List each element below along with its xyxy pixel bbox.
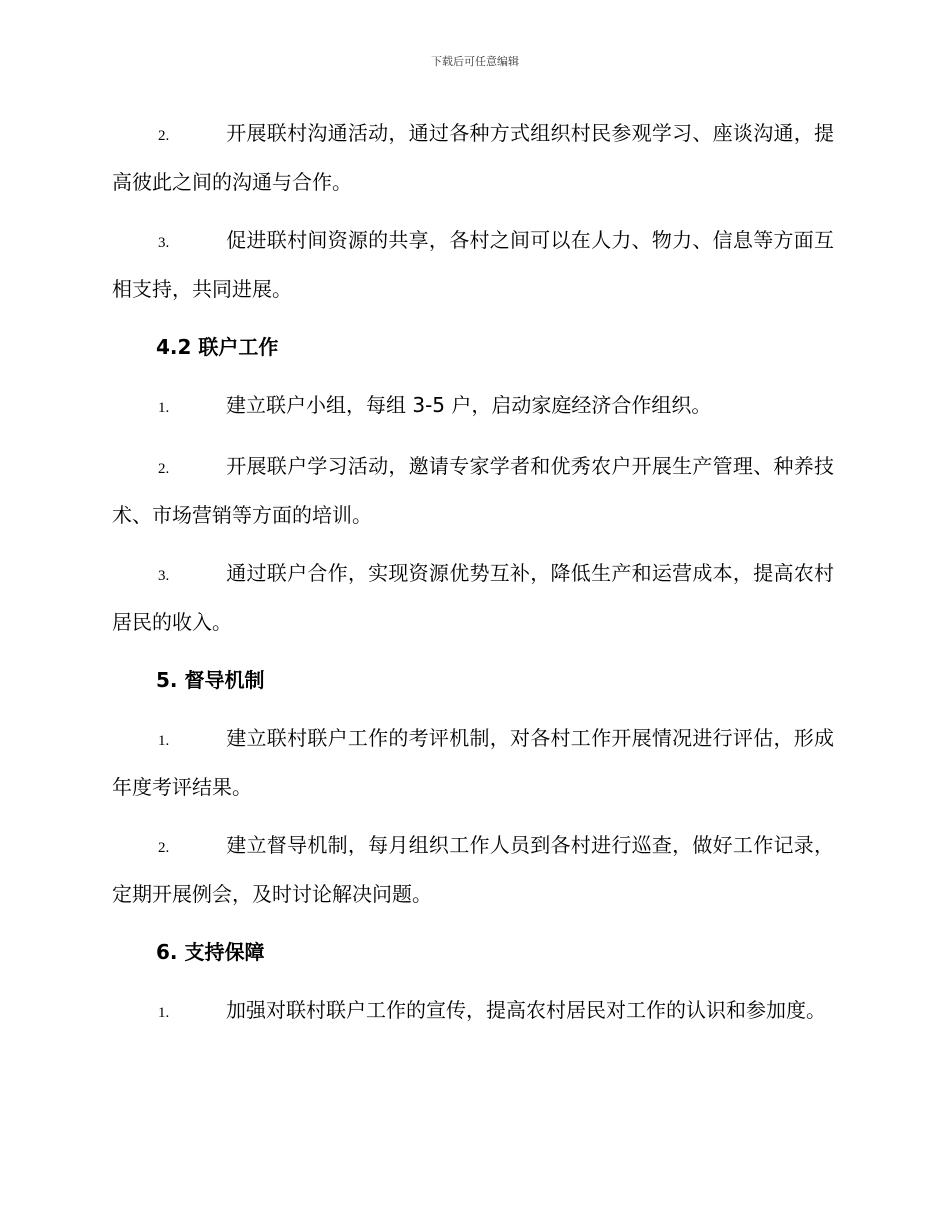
list-item <box>112 550 834 645</box>
item-text: 开展联村沟通活动，通过各种方式组织村民参观学习、座谈沟通，提高彼此之间的沟通与合作。 <box>112 121 834 194</box>
item-text: 建立联户小组，每组 3-5 户，启动家庭经济合作组织。 <box>226 393 712 417</box>
section-heading-5: 5. 督导机制 <box>156 668 265 692</box>
item-text: 促进联村间资源的共享，各村之间可以在人力、物力、信息等方面互相支持，共同进展。 <box>112 228 834 301</box>
item-number: 2. <box>158 128 170 144</box>
list-item <box>112 217 834 312</box>
page-header: 下载后可任意编辑 <box>431 55 519 68</box>
list-item <box>112 715 834 810</box>
list-item <box>112 110 834 205</box>
section-heading-4-2: 4.2 联户工作 <box>156 335 279 359</box>
item-number: 2. <box>158 840 170 856</box>
item-number: 1. <box>158 733 170 749</box>
item-number: 2. <box>158 461 170 477</box>
item-text: 加强对联村联户工作的宣传，提高农村居民对工作的认识和参加度。 <box>226 998 826 1022</box>
list-item <box>112 382 834 431</box>
item-text: 建立联村联户工作的考评机制，对各村工作开展情况进行评估，形成年度考评结果。 <box>112 726 834 799</box>
item-text: 通过联户合作，实现资源优势互补，降低生产和运营成本，提高农村居民的收入。 <box>112 561 834 634</box>
item-text: 建立督导机制，每月组织工作人员到各村进行巡查，做好工作记录，定期开展例会，及时讨论解决问题。 <box>112 833 834 906</box>
item-number: 3. <box>158 568 170 584</box>
item-text: 开展联户学习活动，邀请专家学者和优秀农户开展生产管理、种养技术、市场营销等方面的培训。 <box>112 454 834 527</box>
list-item <box>112 987 834 1036</box>
item-number: 1. <box>158 1005 170 1021</box>
item-number: 1. <box>158 400 170 416</box>
list-item <box>112 822 834 917</box>
item-number: 3. <box>158 235 170 251</box>
document-body <box>112 110 834 1048</box>
section-heading-6: 6. 支持保障 <box>156 940 265 964</box>
list-item <box>112 443 834 538</box>
